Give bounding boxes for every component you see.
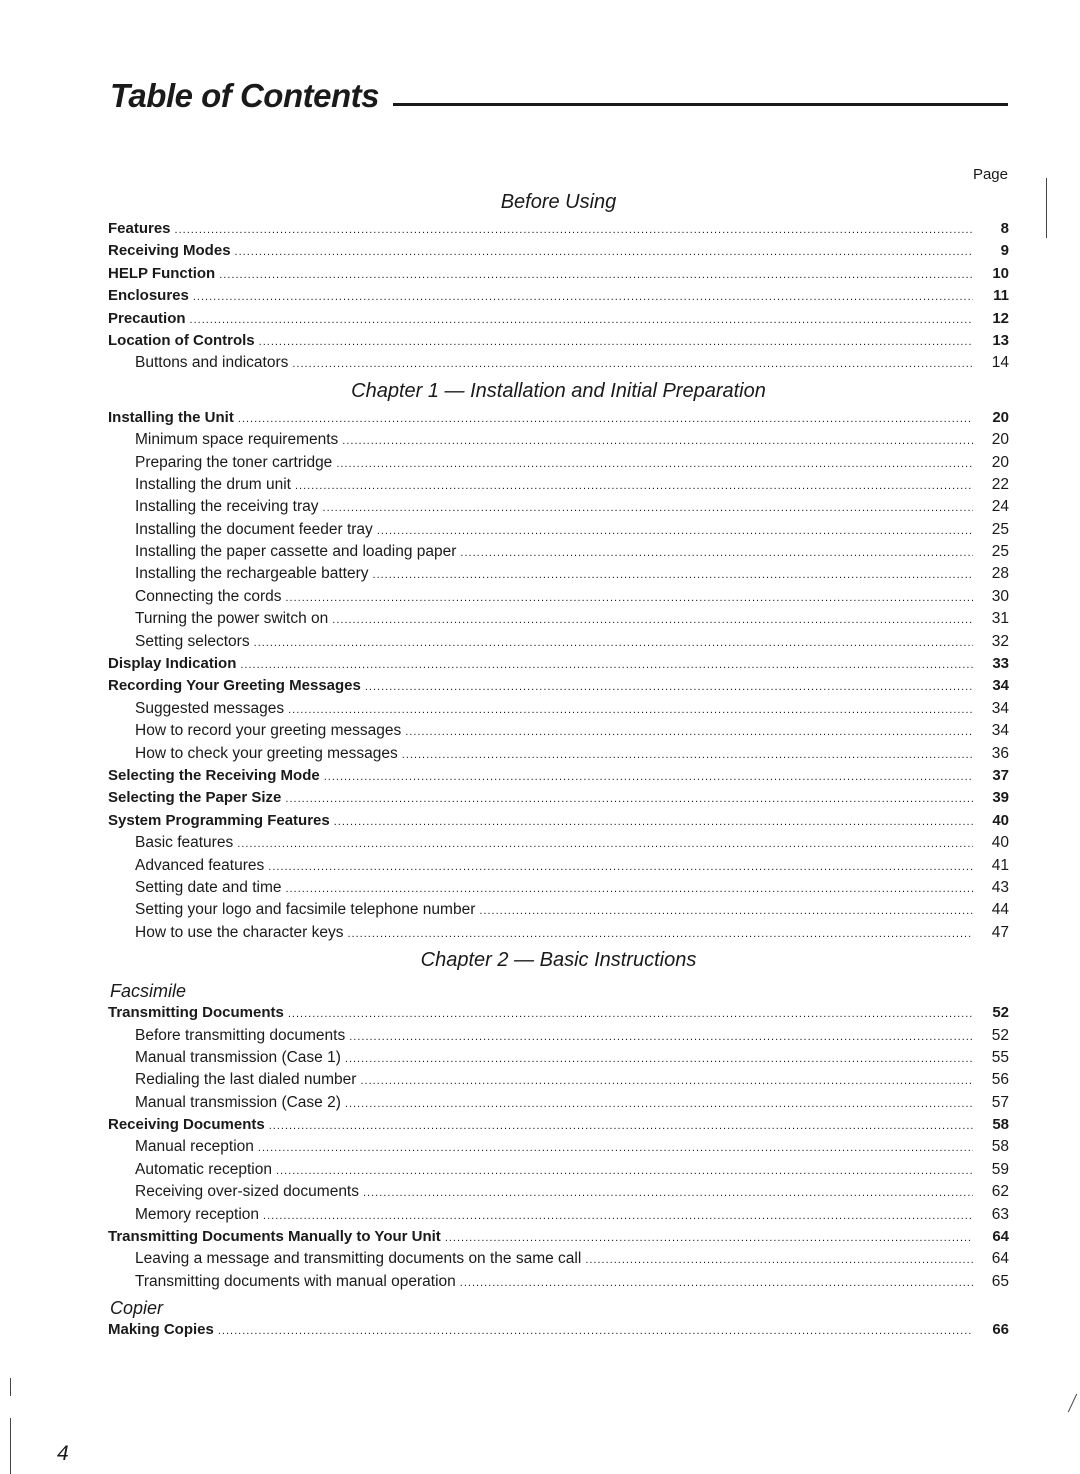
- toc-entry-page: 47: [991, 923, 1009, 941]
- dot-leader: [405, 721, 973, 743]
- toc-entry-page: 43: [991, 878, 1009, 896]
- dot-leader: [345, 1093, 973, 1115]
- toc-entry-label: Preparing the toner cartridge: [135, 453, 333, 471]
- toc-entry-page: 57: [991, 1093, 1009, 1111]
- toc-entry[interactable]: [108, 855, 1009, 877]
- dot-leader: [259, 331, 973, 353]
- toc-entry-page: 44: [991, 901, 1009, 919]
- dot-leader: [254, 632, 973, 654]
- toc-entry-label: Automatic reception: [135, 1160, 272, 1178]
- toc-entry-page: 20: [991, 453, 1009, 471]
- dot-leader: [479, 900, 973, 922]
- dot-leader: [460, 1272, 973, 1294]
- toc-entry[interactable]: [108, 1092, 1009, 1114]
- dot-leader: [269, 1115, 973, 1137]
- toc-entry-page: 63: [991, 1205, 1009, 1223]
- toc-entry-page: 34: [991, 722, 1009, 740]
- toc-entry[interactable]: [108, 496, 1009, 518]
- toc-entry[interactable]: [108, 1248, 1009, 1270]
- dot-leader: [175, 219, 973, 241]
- toc-entry-page: 25: [991, 543, 1009, 561]
- toc-entry-label: Installing the Unit: [108, 408, 234, 426]
- toc-entry[interactable]: [108, 720, 1009, 742]
- dot-leader: [365, 676, 973, 698]
- toc-entry-page: 20: [992, 408, 1009, 426]
- dot-leader: [334, 811, 973, 833]
- dot-leader: [295, 475, 973, 497]
- toc-entry-page: 52: [991, 1026, 1009, 1044]
- toc-entry-label: Before transmitting documents: [135, 1026, 346, 1044]
- dot-leader: [348, 923, 974, 945]
- toc-entry[interactable]: [108, 407, 1009, 429]
- dot-leader: [240, 654, 973, 676]
- toc-entry-label: Setting selectors: [135, 632, 250, 650]
- toc-entry-page: 24: [991, 498, 1009, 516]
- dot-leader: [235, 241, 973, 263]
- dot-leader: [263, 1205, 973, 1227]
- toc-entry[interactable]: [108, 1002, 1009, 1024]
- dot-leader: [377, 520, 973, 542]
- toc-entry-label: Setting your logo and facsimile telephone number: [135, 901, 476, 919]
- toc-entry-page: 25: [991, 520, 1009, 538]
- dot-leader: [238, 408, 973, 430]
- toc-entry[interactable]: [108, 1159, 1009, 1181]
- title-row: [110, 66, 1008, 112]
- toc-entry[interactable]: [108, 474, 1009, 496]
- toc-entry[interactable]: [108, 352, 1009, 374]
- toc-entry-page: 20: [991, 431, 1009, 449]
- toc-entry[interactable]: [108, 787, 1009, 809]
- toc-entry-page: 13: [992, 331, 1009, 349]
- toc-entry-label: Transmitting documents with manual operation: [135, 1272, 456, 1290]
- toc-entry-label: Selecting the Receiving Mode: [108, 766, 320, 784]
- toc-entry[interactable]: [108, 877, 1009, 899]
- toc-entry[interactable]: [108, 330, 1009, 352]
- toc-entry-label: Setting date and time: [135, 878, 282, 896]
- toc-entry-label: Selecting the Paper Size: [108, 789, 282, 807]
- toc-entry-label: Installing the paper cassette and loading paper: [135, 543, 457, 561]
- toc-entry-page: 9: [1000, 242, 1009, 260]
- subsection-heading: Facsimile: [110, 981, 187, 1002]
- toc-entry[interactable]: [108, 429, 1009, 451]
- toc-entry-page: 8: [1000, 220, 1009, 237]
- toc-entry-page: 14: [991, 354, 1009, 372]
- toc-entry-page: 34: [992, 677, 1009, 695]
- toc-entry[interactable]: [108, 631, 1009, 653]
- toc-entry-label: How to check your greeting messages: [135, 744, 398, 762]
- toc-entry-label: Precaution: [108, 309, 186, 327]
- toc-entry-page: 34: [991, 699, 1009, 717]
- toc-entry-label: System Programming Features: [108, 811, 330, 829]
- toc-entry-page: 22: [991, 475, 1009, 493]
- toc-entry[interactable]: [108, 765, 1009, 787]
- toc-entry[interactable]: [108, 541, 1009, 563]
- toc-entry-label: How to record your greeting messages: [135, 722, 402, 740]
- toc-entry-label: Receiving over-sized documents: [135, 1183, 359, 1201]
- dot-leader: [285, 788, 973, 810]
- toc-entry-page: 65: [991, 1272, 1009, 1290]
- toc-entry-label: Buttons and indicators: [135, 354, 289, 372]
- dot-leader: [285, 587, 973, 609]
- dot-leader: [324, 766, 973, 788]
- dot-leader: [219, 264, 973, 286]
- toc-entry-label: Enclosures: [108, 287, 189, 305]
- toc-entry[interactable]: [108, 563, 1009, 585]
- toc-entry-label: Receiving Modes: [108, 242, 231, 260]
- toc-entry-label: Features: [108, 220, 171, 237]
- dot-leader: [445, 1227, 973, 1249]
- dot-leader: [402, 744, 973, 766]
- toc-entry-label: Installing the document feeder tray: [135, 520, 373, 538]
- margin-mark: [10, 1418, 11, 1474]
- toc-entry-label: Installing the drum unit: [135, 475, 291, 493]
- page-number: 4: [57, 1442, 69, 1465]
- toc-entry-page: 12: [992, 309, 1009, 327]
- toc-entry-page: 55: [991, 1048, 1009, 1066]
- toc-entry-page: 66: [992, 1321, 1009, 1339]
- toc-entry[interactable]: [108, 1181, 1009, 1203]
- toc-entry-page: 58: [991, 1138, 1009, 1156]
- toc-entry-label: Connecting the cords: [135, 587, 282, 605]
- section-heading: Chapter 2 — Basic Instructions: [420, 949, 697, 972]
- toc-entry[interactable]: [108, 218, 1009, 240]
- toc-entry-page: 62: [991, 1183, 1009, 1201]
- dot-leader: [218, 1320, 973, 1342]
- toc-entry[interactable]: [108, 922, 1009, 944]
- toc-entry[interactable]: [108, 832, 1009, 854]
- toc-entry-label: Location of Controls: [108, 331, 255, 349]
- toc-entry-label: Display Indication: [108, 655, 237, 673]
- toc-entry[interactable]: [108, 1114, 1009, 1136]
- dot-leader: [276, 1160, 973, 1182]
- toc-entry[interactable]: [108, 1047, 1009, 1069]
- toc-entry-page: 59: [991, 1160, 1009, 1178]
- toc-entry-label: Making Copies: [108, 1321, 214, 1339]
- toc-entry-page: 28: [991, 565, 1009, 583]
- toc-entry[interactable]: [108, 810, 1009, 832]
- dot-leader: [363, 1182, 973, 1204]
- toc-entry[interactable]: [108, 1271, 1009, 1293]
- margin-mark: [1046, 178, 1047, 238]
- toc-entry[interactable]: [108, 743, 1009, 765]
- toc-entry-label: HELP Function: [108, 264, 216, 282]
- toc-entry-page: 31: [991, 610, 1009, 628]
- toc-entry[interactable]: [108, 285, 1009, 307]
- dot-leader: [460, 542, 973, 564]
- toc-entry-label: Transmitting Documents Manually to Your Unit: [108, 1228, 441, 1246]
- dot-leader: [585, 1249, 973, 1271]
- toc-entry-page: 33: [992, 655, 1009, 673]
- toc-entry-label: How to use the character keys: [135, 923, 344, 941]
- dot-leader: [288, 699, 973, 721]
- toc-entry-label: Minimum space requirements: [135, 431, 339, 449]
- dot-leader: [288, 1003, 973, 1025]
- toc-entry-page: 36: [991, 744, 1009, 762]
- toc-entry-page: 64: [992, 1228, 1009, 1246]
- section-heading: Chapter 1 — Installation and Initial Preparation: [351, 379, 766, 402]
- toc-entry-label: Recording Your Greeting Messages: [108, 677, 361, 695]
- toc-entry[interactable]: [108, 698, 1009, 720]
- toc-entry-page: 30: [991, 587, 1009, 605]
- toc-entry-label: Turning the power switch on: [135, 610, 329, 628]
- toc-entry-page: 41: [991, 856, 1009, 874]
- toc-entry[interactable]: [108, 675, 1009, 697]
- toc-entry[interactable]: [108, 1025, 1009, 1047]
- toc-entry[interactable]: [108, 1204, 1009, 1226]
- dot-leader: [193, 286, 973, 308]
- page-column-header: Page: [972, 166, 1008, 183]
- toc-entry[interactable]: [108, 263, 1009, 285]
- toc-entry-label: Installing the rechargeable battery: [135, 565, 369, 583]
- dot-leader: [292, 353, 973, 375]
- toc-entry[interactable]: [108, 586, 1009, 608]
- toc-entry[interactable]: [108, 1319, 1009, 1341]
- toc-entry[interactable]: [108, 308, 1009, 330]
- dot-leader: [342, 430, 973, 452]
- title-rule: [393, 103, 1008, 106]
- toc-entry-label: Memory reception: [135, 1205, 260, 1223]
- toc-entry[interactable]: [108, 519, 1009, 541]
- dot-leader: [268, 856, 973, 878]
- toc-entry-page: 40: [992, 811, 1009, 829]
- dot-leader: [190, 309, 973, 331]
- toc-entry[interactable]: [108, 452, 1009, 474]
- page-title: Table of Contents: [110, 77, 379, 114]
- dot-leader: [345, 1048, 973, 1070]
- dot-leader: [349, 1026, 973, 1048]
- dot-leader: [336, 453, 973, 475]
- toc-entry-label: Advanced features: [135, 856, 265, 874]
- toc-entry[interactable]: [108, 1226, 1009, 1248]
- toc-entry-label: Leaving a message and transmitting documents on the same call: [135, 1250, 582, 1268]
- dot-leader: [237, 833, 973, 855]
- toc-entry[interactable]: [108, 1136, 1009, 1158]
- toc-entry-label: Manual reception: [135, 1138, 254, 1156]
- margin-mark: [10, 1378, 11, 1396]
- toc-entry[interactable]: [108, 653, 1009, 675]
- dot-leader: [323, 497, 973, 519]
- toc-entry[interactable]: [108, 1069, 1009, 1091]
- toc-entry-page: 37: [992, 766, 1009, 784]
- dot-leader: [286, 878, 974, 900]
- dot-leader: [332, 609, 973, 631]
- toc-entry-label: Installing the receiving tray: [135, 498, 319, 516]
- toc-entry-label: Manual transmission (Case 2): [135, 1093, 341, 1111]
- toc-entry-page: 58: [992, 1116, 1009, 1134]
- toc-entry[interactable]: [108, 899, 1009, 921]
- toc-entry-page: 11: [993, 287, 1009, 305]
- toc-entry-label: Basic features: [135, 834, 234, 852]
- dot-leader: [360, 1070, 973, 1092]
- table-of-contents: [108, 186, 1009, 1342]
- toc-entry-label: Suggested messages: [135, 699, 285, 717]
- toc-entry-page: 10: [992, 264, 1009, 282]
- toc-entry[interactable]: [108, 240, 1009, 262]
- dot-leader: [258, 1137, 973, 1159]
- toc-entry[interactable]: [108, 608, 1009, 630]
- subsection-heading: Copier: [110, 1298, 164, 1319]
- toc-entry-page: 32: [991, 632, 1009, 650]
- toc-entry-label: Transmitting Documents: [108, 1004, 284, 1022]
- toc-entry-page: 39: [992, 789, 1009, 807]
- toc-entry-page: 56: [991, 1071, 1009, 1089]
- toc-entry-label: Receiving Documents: [108, 1116, 265, 1134]
- toc-entry-page: 64: [991, 1250, 1009, 1268]
- section-heading: Before Using: [500, 191, 617, 213]
- toc-entry-page: 40: [991, 834, 1009, 852]
- toc-entry-label: Redialing the last dialed number: [135, 1071, 357, 1089]
- toc-entry-page: 52: [992, 1004, 1009, 1022]
- margin-mark: [1068, 1394, 1077, 1413]
- dot-leader: [373, 564, 973, 586]
- toc-entry-label: Manual transmission (Case 1): [135, 1048, 341, 1066]
